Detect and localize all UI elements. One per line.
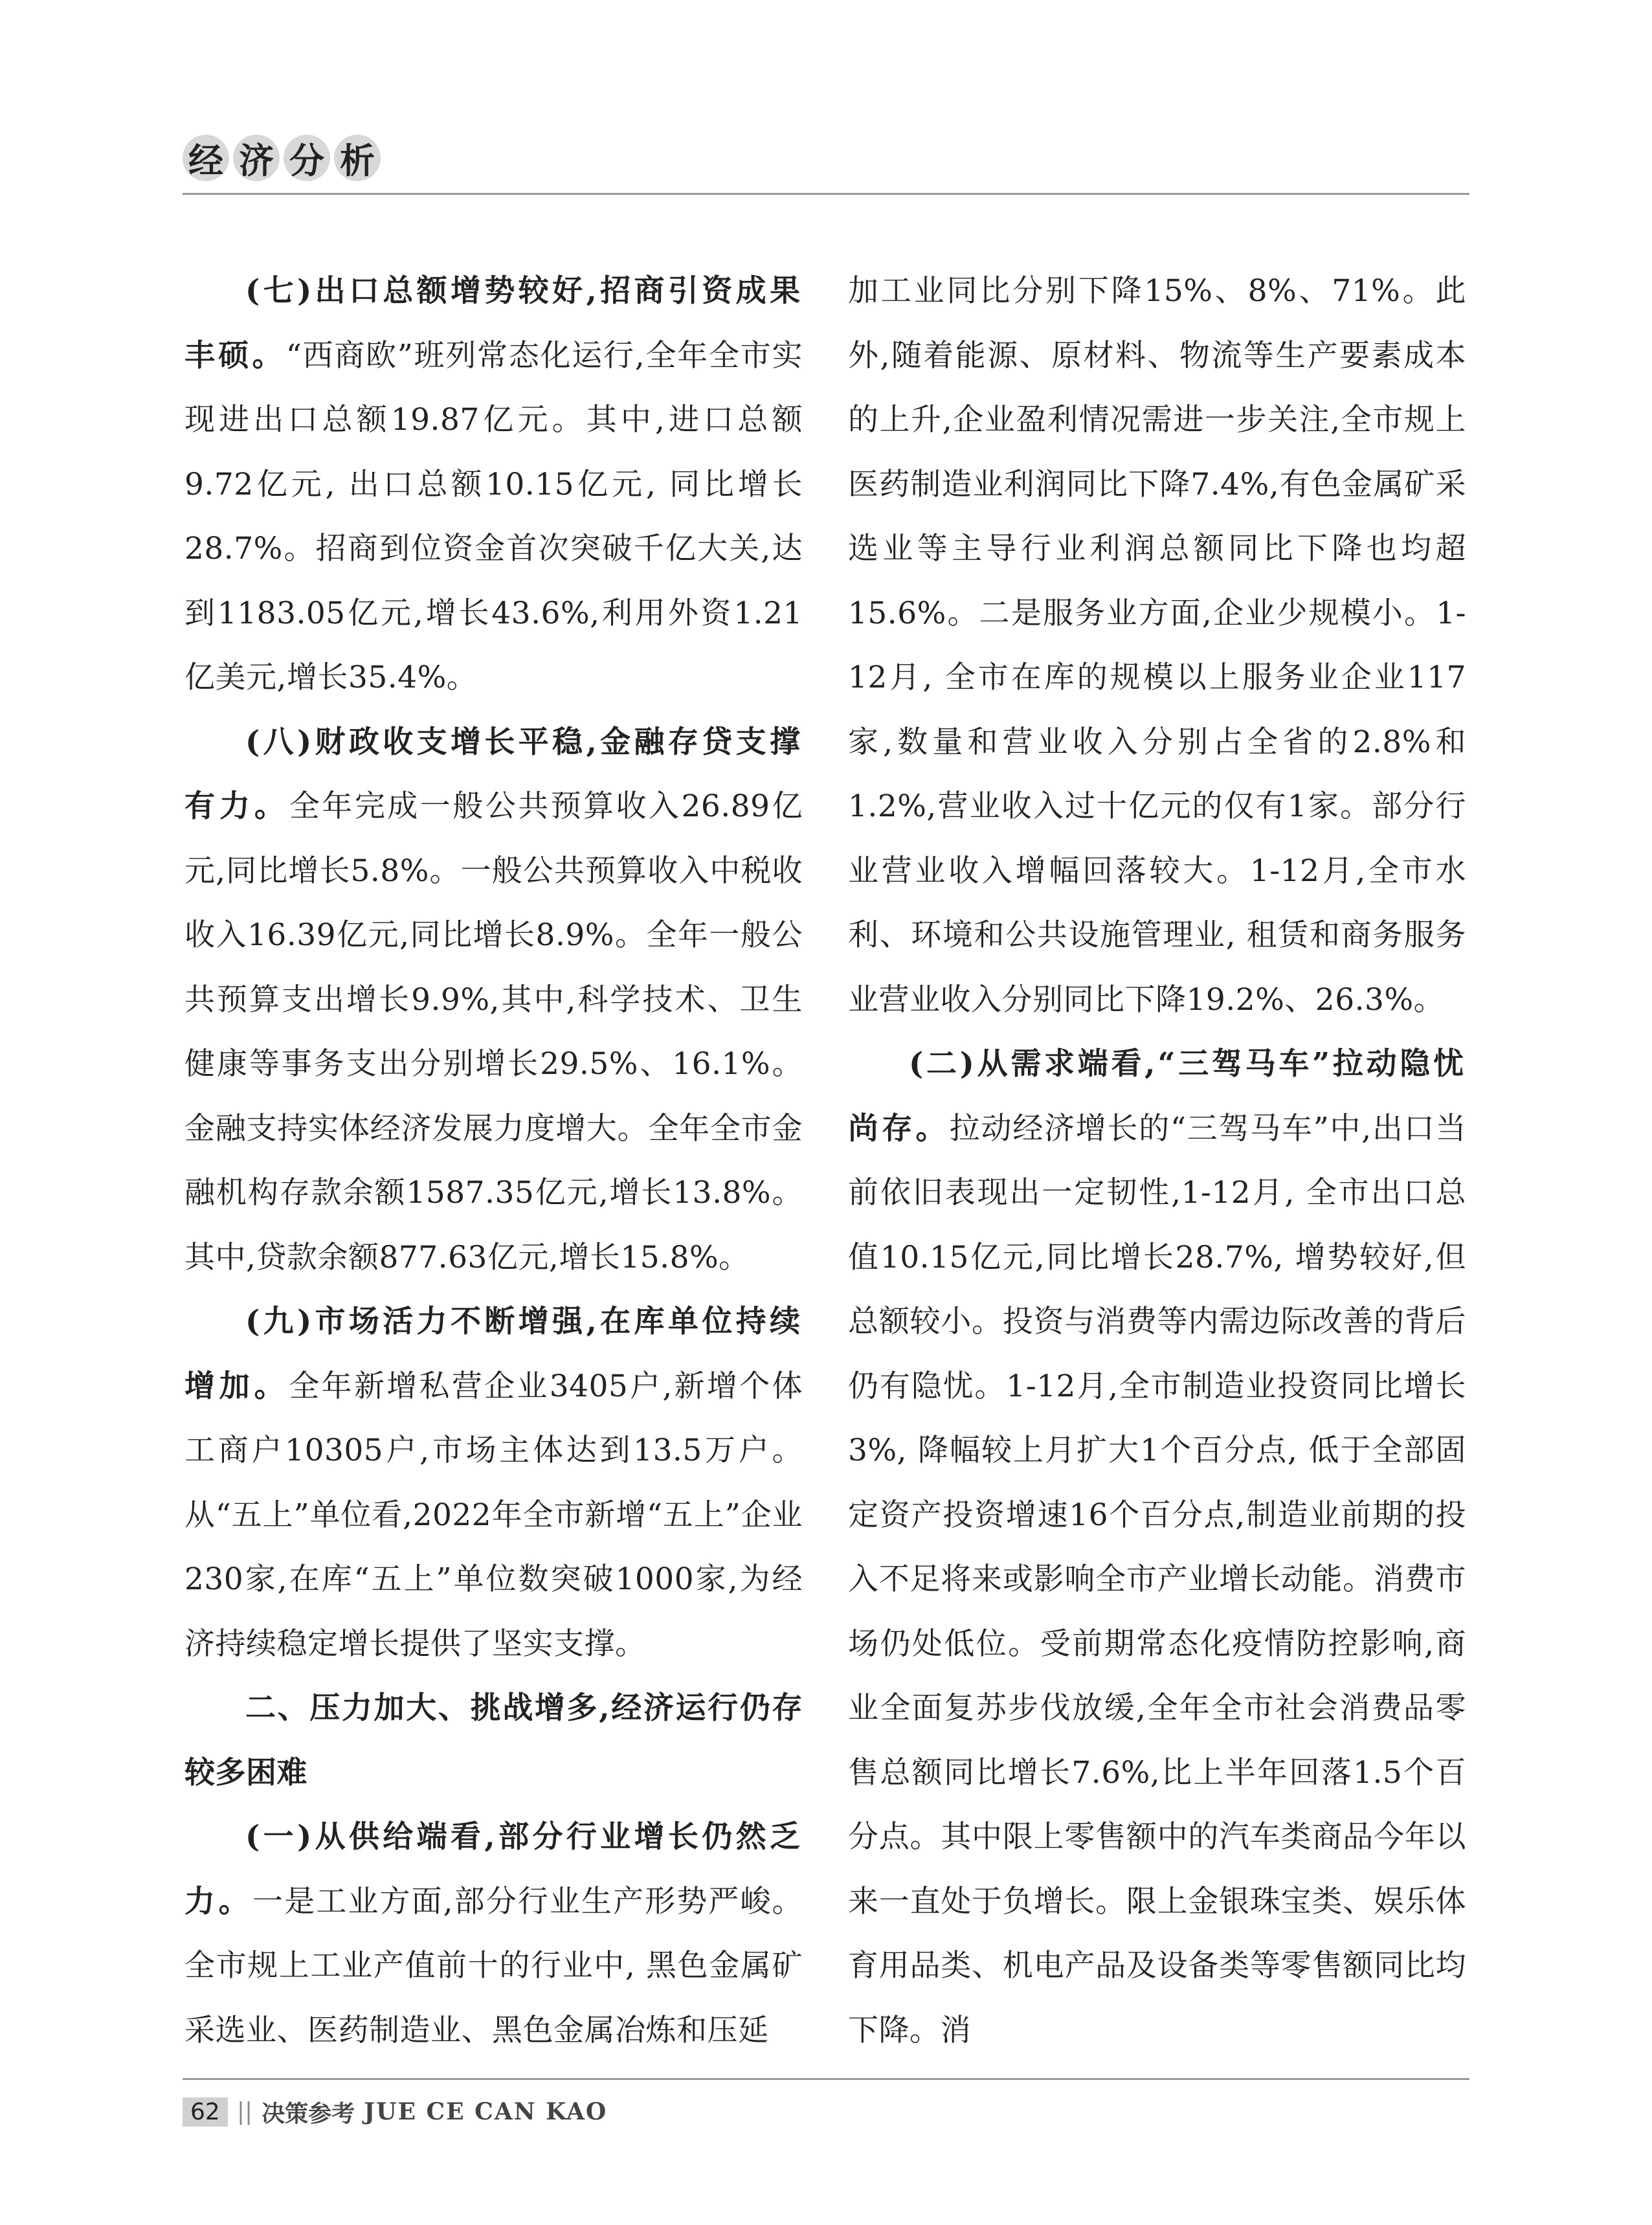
section-title-char: 济 [233, 135, 280, 181]
footer-separator: || [236, 2098, 253, 2125]
left-column [184, 259, 803, 2063]
paragraph-body: 全年新增私营企业3405户,新增个体工商户10305户,市场主体达到13.5万户。从“五上”单位看,2022年全市新增“五上”企业230家,在库“五上”单位数突破1000家,为经济持续稳定增长提供了坚实支撑。 [184, 1368, 803, 1662]
section-title [183, 135, 381, 181]
section-header [183, 133, 381, 183]
paragraph-body: 一是工业方面,部分行业生产形势严峻。全市规上工业产值前十的行业中, 黑色金属矿采选业、医药制造业、黑色金属冶炼和压延 [184, 1883, 803, 2048]
paragraph-body: 加工业同比分别下降15%、8%、71%。此外,随着能源、原材料、物流等生产要素成本的上升,企业盈利情况需进一步关注,全市规上医药制造业利润同比下降7.4%,有色金属矿采选业等主导行业利润总额同比下降也均超15.6%。二是服务业方面,企业少规模小。1-12月, 全市在库的规模以上服务业企业117家,数量和营业收入分别占全省的2.8%和 1.2%,营业收入过十亿元的仅有1家。部分行业营业收入增幅回落较大。1-12月,全市水利、环境和公共设施管理业, 租赁和商务服务业营业收入分别同比下降19.2%、26.3%。 [848, 273, 1466, 1018]
paragraph-lead: (七)出口总额增势较好,招商引资成果丰硕。 [184, 273, 803, 374]
paragraph-lead: (九)市场活力不断增强,在库单位持续增加。 [184, 1304, 803, 1404]
paragraph-lead: (八)财政收支增长平稳,金融存贷支撑有力。 [184, 724, 803, 824]
paragraph-lead: (一)从供给端看,部分行业增长仍然乏力。 [184, 1819, 803, 1919]
right-column [848, 259, 1466, 2063]
footer-divider [183, 2078, 1469, 2080]
section-heading: 二、压力加大、挑战增多,经济运行仍存较多困难 [184, 1690, 803, 1791]
page-footer [183, 2092, 607, 2131]
paragraph-lead: (二)从需求端看,“三驾马车”拉动隐忧尚存。 [848, 1046, 1466, 1146]
paragraph-body: 全年完成一般公共预算收入26.89亿元,同比增长5.8%。一般公共预算收入中税收收入16.39亿元,同比增长8.9%。全年一般公共预算支出增长9.9%,其中,科学技术、卫生健康等事务支出分别增长29.5%、16.1%。金融支持实体经济发展力度增大。全年全市金融机构存款余额1587.35亿元,增长13.8%。其中,贷款余额877.63亿元,增长15.8%。 [184, 788, 803, 1275]
paragraph-body: “西商欧”班列常态化运行,全年全市实现进出口总额19.87亿元。其中,进口总额9.72亿元, 出口总额10.15亿元, 同比增长28.7%。招商到位资金首次突破千亿大关,达到1183.05亿元,增长43.6%,利用外资1.21亿美元,增长35.4%。 [184, 337, 803, 695]
page-number: 62 [183, 2097, 228, 2127]
paragraph-export [184, 259, 803, 710]
paragraph-demand [848, 1032, 1466, 2063]
section-title-char: 分 [284, 135, 330, 181]
journal-pinyin: JUE CE CAN KAO [364, 2098, 608, 2125]
paragraph-finance [184, 710, 803, 1290]
section-title-char: 经 [183, 135, 229, 181]
header-divider [183, 193, 1469, 195]
paragraph-supply-continued [848, 259, 1466, 1032]
paragraph-body: 拉动经济增长的“三驾马车”中,出口当前依旧表现出一定韧性,1-12月, 全市出口总值10.15亿元,同比增长28.7%, 增势较好,但总额较小。投资与消费等内需边际改善的背后仍有隐忧。1-12月,全市制造业投资同比增长3%, 降幅较上月扩大1个百分点, 低于全部固定资产投资增速16个百分点,制造业前期的投入不足将来或影响全市产业增长动能。消费市场仍处低位。受前期常态化疫情防控影响,商业全面复苏步伐放缓,全年全市社会消费品零售总额同比增长7.6%,比上半年回落1.5个百分点。其中限上零售额中的汽车类商品今年以来一直处于负增长。限上金银珠宝类、娱乐体育用品类、机电产品及设备类等零售额同比均下降。消 [848, 1110, 1466, 2048]
journal-title: 决策参考 [262, 2099, 355, 2127]
paragraph-supply [184, 1805, 803, 2063]
section-title-char: 析 [334, 135, 381, 181]
paragraph-market [184, 1290, 803, 1676]
